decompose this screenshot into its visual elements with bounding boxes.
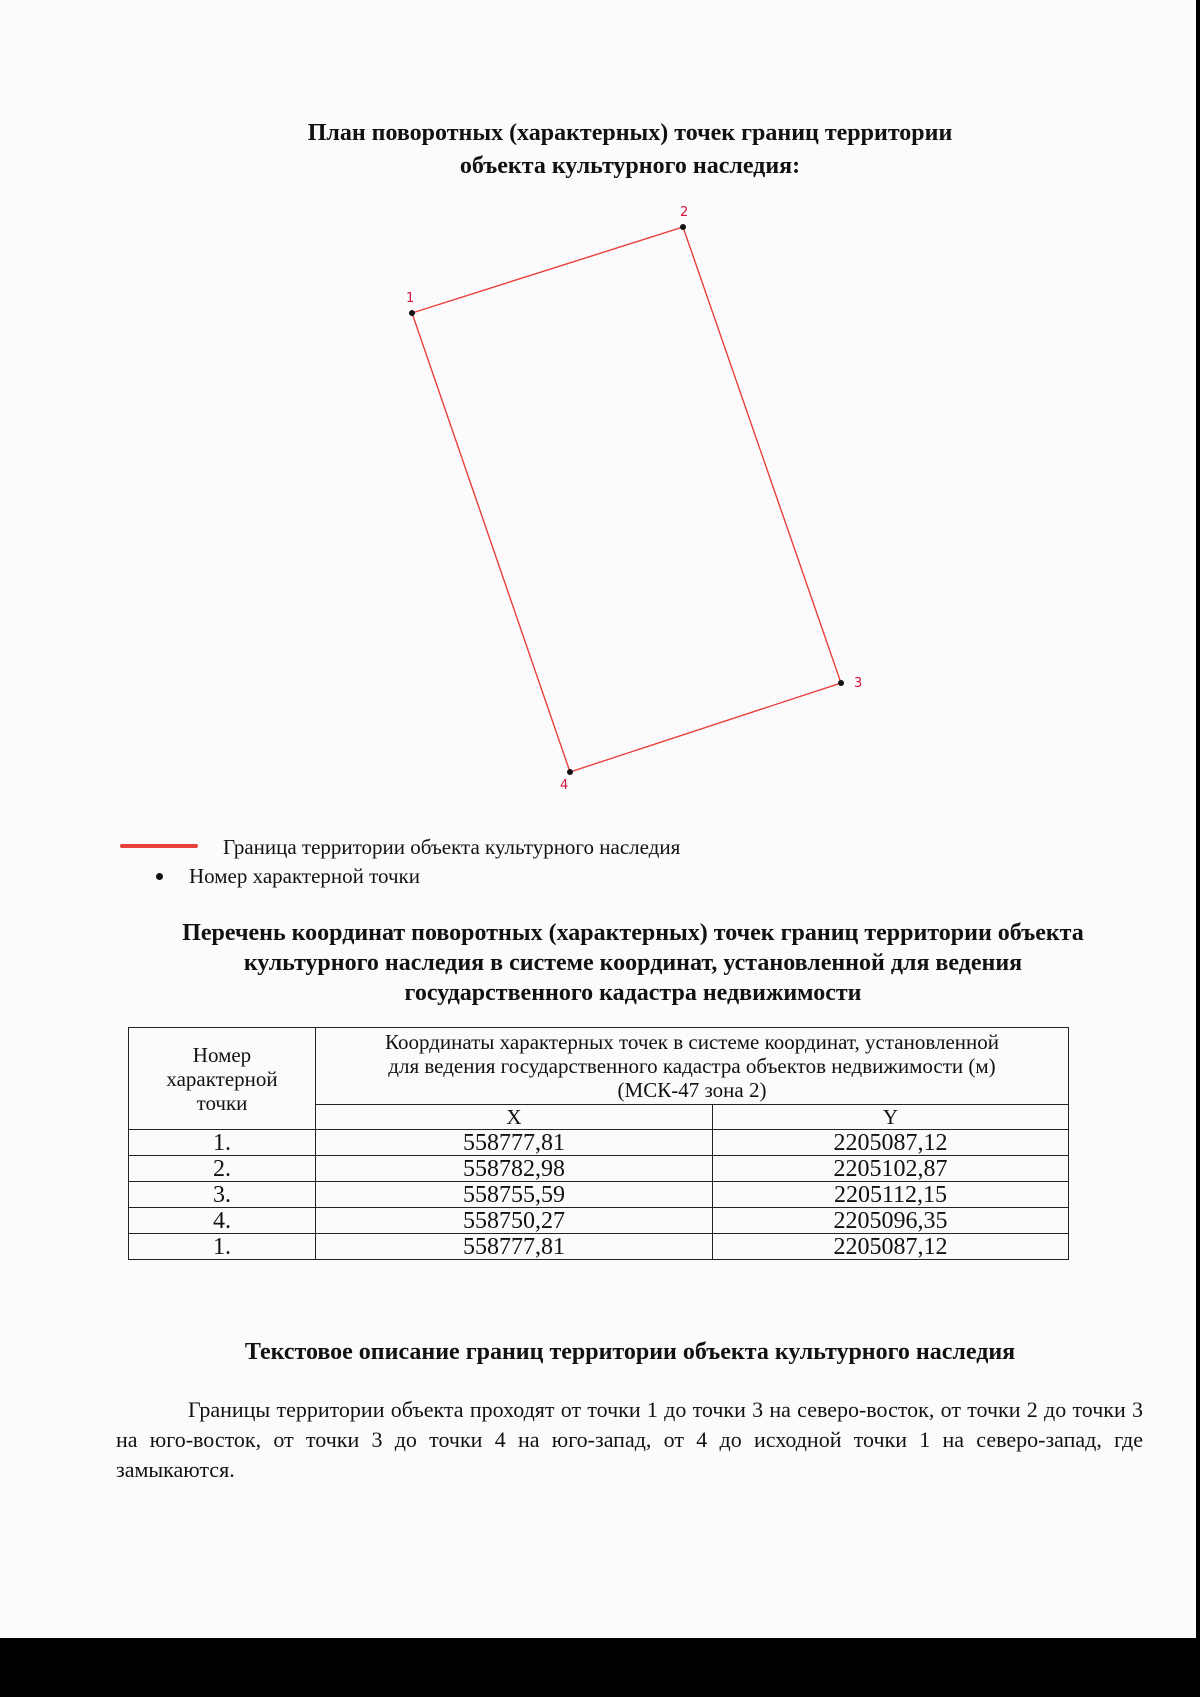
legend-point-label: Номер характерной точки (189, 864, 420, 888)
row-y: 2205102,87 (713, 1156, 1069, 1182)
header-coordinates (316, 1028, 1069, 1105)
row-point-number: 2. (129, 1156, 316, 1182)
plan-title-line2: объекта культурного наследия: (459, 153, 801, 179)
scan-bottom-margin (0, 1638, 1200, 1697)
vertex-point-1 (409, 310, 415, 316)
description-text: Границы территории объекта проходят от точки 1 до точки 3 на северо-восток, от точки 2 до точки 3 на юго-восток, от точки 3 до точки 4 на юго-запад, от 4 до исходной точки 1 на северо-запад, где замыкаются. (116, 1397, 1143, 1482)
legend-boundary-label: Граница территории объекта культурного наследия (223, 835, 681, 859)
row-x: 558777,81 (316, 1130, 713, 1156)
row-y: 2205087,12 (713, 1130, 1069, 1156)
vertex-label-4: 4 (560, 778, 569, 793)
legend-point-bullet-icon (156, 873, 163, 880)
row-point-number: 3. (129, 1182, 316, 1208)
coords-table (128, 1027, 1069, 1260)
header-coords-line1: Координаты характерных точек в системе координат, установленной (384, 1030, 999, 1054)
row-y: 2205087,12 (713, 1234, 1069, 1260)
header-y: Y (713, 1105, 1069, 1130)
row-y: 2205112,15 (713, 1182, 1069, 1208)
table-row (129, 1234, 1069, 1260)
header-num-line3: точки (196, 1090, 248, 1115)
vertex-point-4 (567, 769, 573, 775)
row-x: 558782,98 (316, 1156, 713, 1182)
vertex-label-3: 3 (854, 676, 863, 691)
description-title: Текстовое описание границ территории объекта культурного наследия (244, 1339, 1016, 1365)
vertex-label-1: 1 (406, 291, 415, 306)
row-point-number: 1. (129, 1234, 316, 1260)
row-point-number: 1. (129, 1130, 316, 1156)
row-x: 558750,27 (316, 1208, 713, 1234)
row-point-number: 4. (129, 1208, 316, 1234)
boundary-plan-drawing (380, 196, 870, 796)
coords-title-line3: государственного кадастра недвижимости (404, 980, 862, 1006)
header-coords-line2: для ведения государственного кадастра объектов недвижимости (м) (388, 1054, 996, 1078)
table-header-row (129, 1028, 1069, 1105)
header-point-number (129, 1028, 316, 1130)
vertex-point-3 (838, 680, 844, 686)
boundary-polygon (412, 227, 841, 772)
coords-title-line1: Перечень координат поворотных (характерных) точек границ территории объекта (182, 920, 1084, 946)
vertex-point-2 (680, 224, 686, 230)
row-x: 558755,59 (316, 1182, 713, 1208)
header-coords-line3: (МСК-47 зона 2) (617, 1078, 767, 1102)
plan-title (0, 117, 1200, 183)
header-num-line1: Номер (192, 1042, 252, 1067)
header-num-line2: характерной (166, 1066, 278, 1091)
table-row (129, 1182, 1069, 1208)
coords-section-title (118, 918, 1148, 1008)
row-y: 2205096,35 (713, 1208, 1069, 1234)
legend-boundary-swatch (120, 844, 198, 848)
table-row (129, 1130, 1069, 1156)
header-x: X (316, 1105, 713, 1130)
row-x: 558777,81 (316, 1234, 713, 1260)
plan-title-line1: План поворотных (характерных) точек границ территории (307, 120, 953, 146)
coords-title-line2: культурного наследия в системе координат, установленной для ведения (243, 950, 1023, 976)
table-row (129, 1156, 1069, 1182)
table-row (129, 1208, 1069, 1234)
vertex-label-2: 2 (680, 205, 689, 220)
